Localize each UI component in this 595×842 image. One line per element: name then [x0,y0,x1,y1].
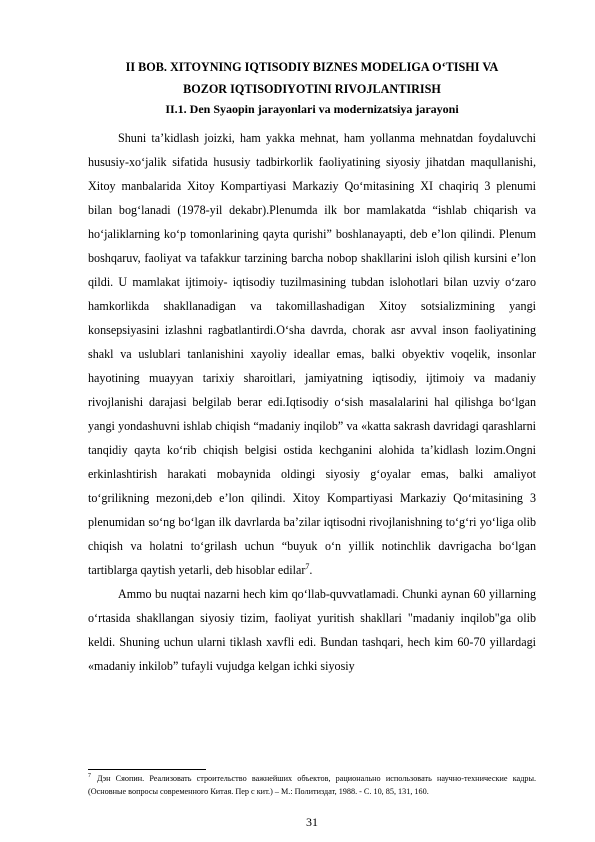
section-title: II.1. Den Syaopin jarayonlari va modernizatsiya jarayoni [165,102,459,116]
footnote-reference[interactable]: 7 [305,561,310,571]
footnote-separator [88,769,206,770]
paragraph-1-text: Shuni taʼkidlash joizki, ham yakka mehnat, ham yollanma mehnatdan foydaluvchi hususiy-xoʻjalik sifatida hususiy tadbirkorlik faoliyatining siyosiy jihatdan maqullanishi, Xitoy manbalarida Xitoy Kompartiyasi Markaziy Qoʻmitasining XI chaqiriq 3 plenumi bilan bogʻlanadi (1978-yil dekabr).Plenumda ilk bor mamlakatda “ishlab chiqarish va hoʻjaliklarning koʻp tomonlarining qayta qurishi” boshlanayapti, deb eʼlon qilindi. Plenum boshqaruv, faoliyat va tafakkur tarzining barcha nobop shakllarini isloh qilish kursini eʼlon qildi. U mamlakat ijtimoiy- iqtisodiy tuzilmasining tubdan islohotlari bilan uzviy oʻzaro hamkorlikda shakllanadigan va takomillashadigan Xitoy sotsializmining yangi konsepsiyasini izlashni ragbatlantirdi.Oʻsha davrda, chorak asr avval inson faoliyatining shakl va uslublari tanlanishini xayoliy ideallar emas, balki obyektiv voqelik, insonlar hayotining muayyan tarixiy sharoitlari, jamiyatning iqtisodiy, ijtimoiy va madaniy rivojlanishi darajasi belgilab berar edi.Iqtisodiy oʻsish masalalarini hal qilishga boʻlgan yangi yondashuvni ishlab chiqish “madaniy inqilob” va «katta sakrash davridagi qarashlarni tanqidiy qayta koʻrib chiqish belgisi ostida kechganini alohida taʼkidlash lozim.Ongni erkinlashtirish harakati mobaynida oldingi siyosiy gʻoyalar emas, balki amaliyot toʻgrilikning mezoni,deb eʼlon qilindi. Xitoy Kompartiyasi Markaziy Qoʻmitasining 3 plenumidan soʻng boʻlgan ilk davrlarda baʼzilar iqtisodni rivojlanishning toʻgʻri yoʻliga olib chiqish va holatni toʻgrilash uchun “buyuk oʻn yillik notinchlik davrigacha boʻlgan tartiblarga qaytish yetarli, deb hisoblar edilar [88,131,536,577]
paragraph-2: Ammo bu nuqtai nazarni hech kim qoʻllab-quvvatlamadi. Chunki aynan 60 yillarning oʻrtasida shakllangan siyosiy tizim, faoliyat yuritish shakllari "madaniy inqilob"ga olib keldi. Shuning uchun ularni tiklash xavfli edi. Bundan tashqari, hech kim 60-70 yillardagi «madaniy inkilob” tufayli vujudga kelgan ichki siyosiy [88,587,536,673]
footnote-number: 7 [88,773,91,780]
chapter-title [88,56,536,100]
chapter-title-line2: BOZOR IQTISODIYOTINI RIVOJLANTIRISH [183,82,441,96]
body-text [88,126,536,678]
paragraph-1 [88,126,536,582]
footnote [88,772,536,798]
page-number: 31 [306,815,318,829]
paragraph-1-end: . [309,563,313,577]
chapter-title-line1: II BOB. XITOYNING IQTISODIY BIZNES MODELIGA O‘TISHI VA [125,60,499,74]
footnote-text: Дэн Сяопин. Реализовать строительство важнейших объектов, рационально использовать научно-технические кадры. (Основные вопросы современного Китая. Пер с кит.) – М.: Политиздат, 1988. - С. 10, 85, 131, 160. [88,774,536,796]
